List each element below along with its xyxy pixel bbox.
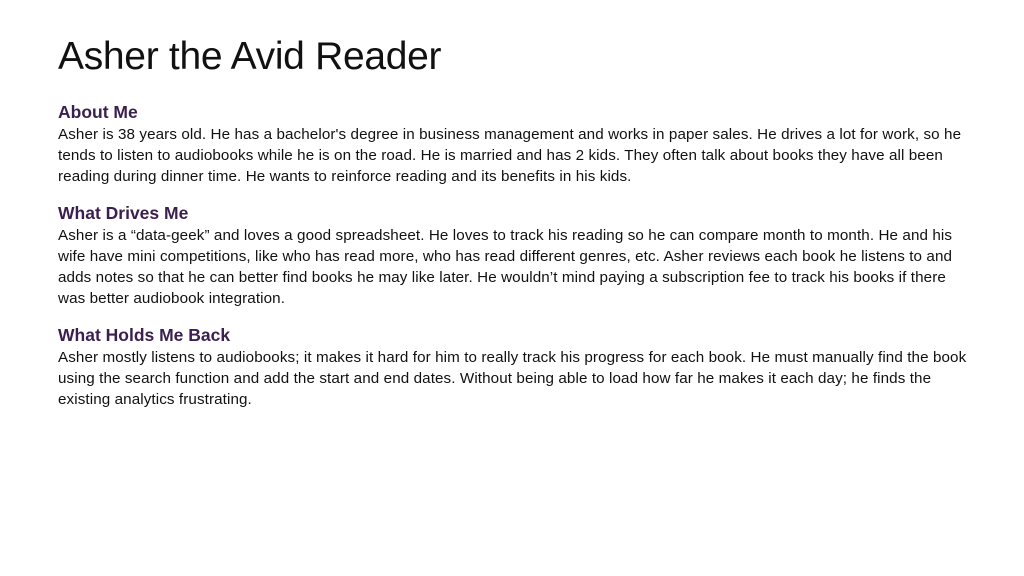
section-heading-what-drives-me: What Drives Me xyxy=(58,203,189,223)
slide-title: Asher the Avid Reader xyxy=(58,35,442,78)
section-about-me xyxy=(58,100,973,187)
section-body-what-holds-me-back: Asher mostly listens to audiobooks; it makes it hard for him to really track his progress for each book. He must manually find the book using the search function and add the start and end dates. Without being able to load how far he makes it each day; he finds the existing analytics frustrating. xyxy=(58,349,967,408)
section-body-what-drives-me: Asher is a “data-geek” and loves a good spreadsheet. He loves to track his reading so he can compare month to month. He and his wife have mini competitions, like who has read more, who has read different genres, etc. Asher reviews each book he listens to and adds notes so that he can better find books he may like later. He wouldn’t mind paying a subscription fee to track his books if there was better audiobook integration. xyxy=(58,227,953,307)
section-what-drives-me xyxy=(58,201,973,309)
section-body-about-me: Asher is 38 years old. He has a bachelor's degree in business management and works in paper sales. He drives a lot for work, so he tends to listen to audiobooks while he is on the road. He is married and has 2 kids. They often talk about books they have all been reading during dinner time. He wants to reinforce reading and its benefits in his kids. xyxy=(58,126,962,185)
persona-sections xyxy=(58,100,973,424)
section-heading-what-holds-me-back: What Holds Me Back xyxy=(58,325,231,345)
section-heading-about-me: About Me xyxy=(58,102,138,122)
section-what-holds-me-back xyxy=(58,323,973,410)
